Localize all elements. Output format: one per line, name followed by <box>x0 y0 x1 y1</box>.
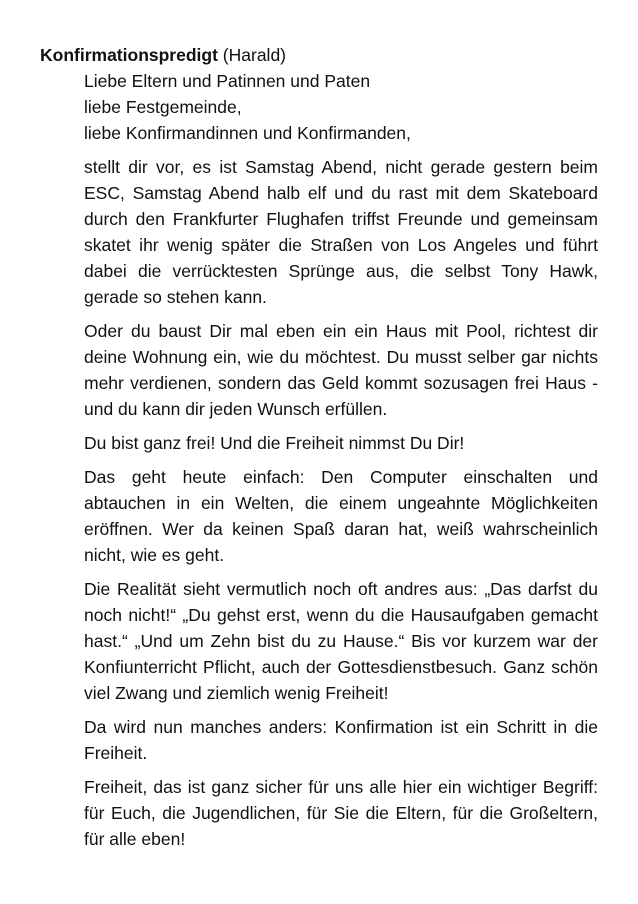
salutation-line: Liebe Eltern und Patinnen und Paten <box>84 71 371 91</box>
paragraph-reality: Die Realität sieht vermutlich noch oft andres aus: „Das darfst du noch nicht!“ „Du gehst erst, wenn du die Hausaufgaben gemacht hast.“ „Und um Zehn bist du zu Hause.“ Bis vor kurzem war der Konfiunterricht Pflicht, auch der Gottesdienstbesuch. Ganz schön viel Zwang und ziemlich wenig Freiheit! <box>84 579 598 703</box>
sermon-heading <box>40 42 600 68</box>
paragraph-freedom: Du bist ganz frei! Und die Freiheit nimmst Du Dir! <box>84 433 465 453</box>
paragraph-skateboard: stellt dir vor, es ist Samstag Abend, nicht gerade gestern beim ESC, Samstag Abend halb elf und du rast mit dem Skateboard durch den Frankfurter Flughafen triffst Freunde und gemeinsam skatet ihr wenig später die Straßen von Los Angeles und führt dabei die verrücktesten Sprünge aus, die selbst Tony Hawk, gerade so stehen kann. <box>84 157 598 307</box>
paragraph-confirmation: Da wird nun manches anders: Konfirmation ist ein Schritt in die Freiheit. <box>84 717 598 763</box>
paragraph-freedom-concept: Freiheit, das ist ganz sicher für uns alle hier ein wichtiger Begriff: für Euch, die Jugendlichen, für Sie die Eltern, für die Großeltern, für alle eben! <box>84 777 598 849</box>
paragraph-computer: Das geht heute einfach: Den Computer einschalten und abtauchen in ein Welten, die einem ungeahnte Möglichkeiten eröffnen. Wer da keinen Spaß daran hat, weiß wahrscheinlich nicht, wie es geht. <box>84 467 598 565</box>
sermon-body <box>84 68 598 852</box>
salutation <box>84 68 598 146</box>
sermon-title: Konfirmationspredigt <box>40 45 218 65</box>
paragraph-house: Oder du baust Dir mal eben ein ein Haus mit Pool, richtest dir deine Wohnung ein, wie du möchtest. Du musst selber gar nichts mehr verdienen, sondern das Geld kommt sozusagen frei Haus - und du kann dir jeden Wunsch erfüllen. <box>84 321 598 419</box>
salutation-line: liebe Festgemeinde, <box>84 97 242 117</box>
salutation-line: liebe Konfirmandinnen und Konfirmanden, <box>84 123 411 143</box>
speaker-name: (Harald) <box>222 45 287 65</box>
